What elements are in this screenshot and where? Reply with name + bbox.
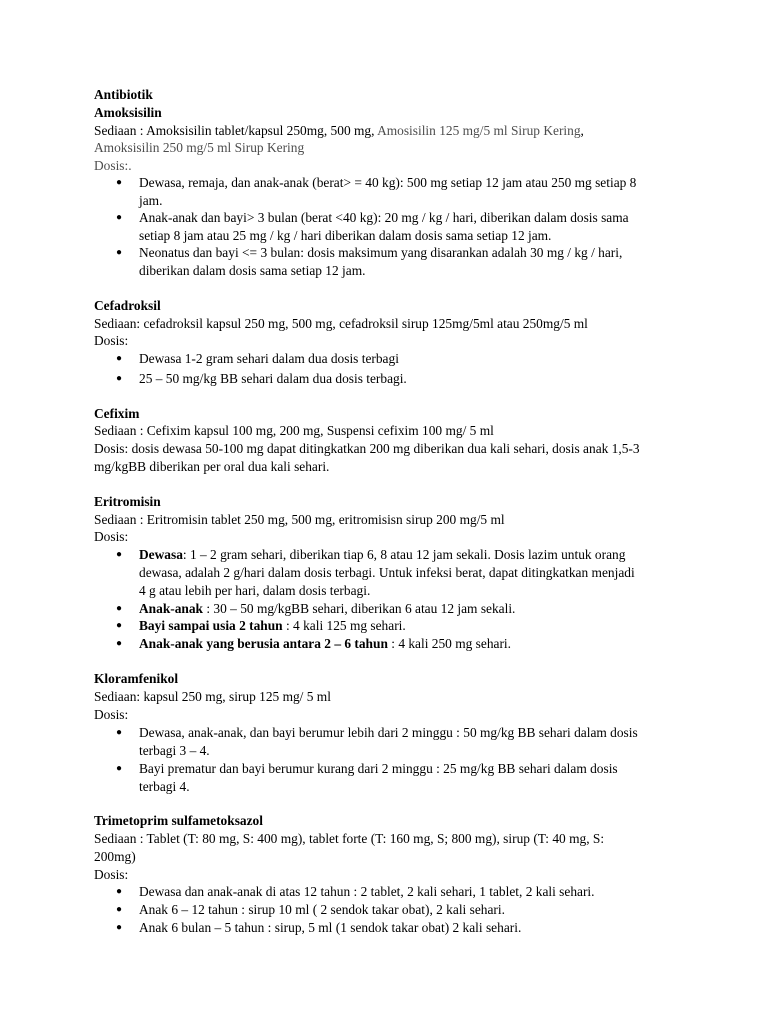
list-item-cont: terbagi 4. — [139, 779, 190, 794]
cefixim-dosis: Dosis: dosis dewasa 50-100 mg dapat ditingkatkan 200 mg diberikan dua kali sehari, dosis anak 1,5-3 — [94, 441, 640, 456]
list-item: Neonatus dan bayi <= 3 bulan: dosis maksimum yang disarankan adalah 30 mg / kg / hari, — [139, 245, 623, 260]
heading-trimetoprim: Trimetoprim sulfametoksazol — [94, 813, 263, 828]
bullet-icon: ● — [116, 922, 123, 933]
heading-amoksisilin: Amoksisilin — [94, 105, 162, 120]
heading-kloramfenikol: Kloramfenikol — [94, 671, 179, 686]
list-item: Dewasa 1-2 gram sehari dalam dua dosis terbagi — [139, 351, 399, 366]
bullet-icon: ● — [116, 212, 123, 223]
list-item: Anak-anak dan bayi> 3 bulan (berat <40 kg): 20 mg / kg / hari, diberikan dalam dosis sama — [139, 210, 629, 225]
list-item: 25 – 50 mg/kg BB sehari dalam dua dosis terbagi. — [139, 371, 407, 386]
bullet-icon: ● — [116, 886, 123, 897]
bullet-icon: ● — [116, 373, 123, 384]
eritromisin-sediaan: Sediaan : Eritromisin tablet 250 mg, 500 mg, eritromisisn sirup 200 mg/5 ml — [94, 512, 505, 527]
amoksisilin-sediaan-cont: Amoksisilin 250 mg/5 ml Sirup Kering — [94, 140, 305, 155]
list-item: Dewasa: 1 – 2 gram sehari, diberikan tiap 6, 8 atau 12 jam sekali. Dosis lazim untuk orang — [139, 547, 626, 562]
cefixim-dosis-cont: mg/kgBB diberikan per oral dua kali sehari. — [94, 459, 330, 474]
bullet-icon: ● — [116, 549, 123, 560]
list-item: Dewasa dan anak-anak di atas 12 tahun : 2 tablet, 2 kali sehari, 1 tablet, 2 kali sehari. — [139, 884, 595, 899]
list-item: Anak 6 bulan – 5 tahun : sirup, 5 ml (1 sendok takar obat) 2 kali sehari. — [139, 920, 522, 935]
bullet-icon: ● — [116, 620, 123, 631]
amoksisilin-dosis-label: Dosis:. — [94, 158, 132, 173]
trimetoprim-sediaan: Sediaan : Tablet (T: 80 mg, S: 400 mg), tablet forte (T: 160 mg, S; 800 mg), sirup (T: 40 mg, S: — [94, 831, 605, 846]
cefixim-sediaan: Sediaan : Cefixim kapsul 100 mg, 200 mg, Suspensi cefixim 100 mg/ 5 ml — [94, 423, 494, 438]
bullet-icon: ● — [116, 763, 123, 774]
eritromisin-dosis-label: Dosis: — [94, 529, 129, 544]
trimetoprim-sediaan-cont: 200mg) — [94, 849, 136, 864]
bullet-icon: ● — [116, 603, 123, 614]
list-item-cont: terbagi 3 – 4. — [139, 743, 210, 758]
heading-eritromisin: Eritromisin — [94, 494, 161, 509]
kloramfenikol-dosis-label: Dosis: — [94, 707, 129, 722]
bullet-icon: ● — [116, 904, 123, 915]
list-item: Anak 6 – 12 tahun : sirup 10 ml ( 2 sendok takar obat), 2 kali sehari. — [139, 902, 505, 917]
heading-cefixim: Cefixim — [94, 406, 140, 421]
kloramfenikol-sediaan: Sediaan: kapsul 250 mg, sirup 125 mg/ 5 ml — [94, 689, 331, 704]
list-item-cont: dewasa, adalah 2 g/hari dalam dosis terbagi. Untuk infeksi berat, dapat ditingkatkan menjadi — [139, 565, 635, 580]
bullet-icon: ● — [116, 177, 123, 188]
bullet-icon: ● — [116, 247, 123, 258]
heading-cefadroksil: Cefadroksil — [94, 298, 161, 313]
list-item: Anak-anak : 30 – 50 mg/kgBB sehari, diberikan 6 atau 12 jam sekali. — [139, 601, 516, 616]
doc-title: Antibiotik — [94, 87, 153, 102]
list-item: Bayi sampai usia 2 tahun : 4 kali 125 mg sehari. — [139, 618, 406, 633]
cefadroksil-dosis-label: Dosis: — [94, 333, 129, 348]
amoksisilin-sediaan: Sediaan : Amoksisilin tablet/kapsul 250mg, 500 mg, Amosisilin 125 mg/5 ml Sirup Kering, — [94, 123, 584, 138]
cefadroksil-sediaan: Sediaan: cefadroksil kapsul 250 mg, 500 mg, cefadroksil sirup 125mg/5ml atau 250mg/5 ml — [94, 316, 588, 331]
list-item-cont: 4 g atau lebih per hari, dalam dosis terbagi. — [139, 583, 371, 598]
list-item-cont: jam. — [139, 193, 163, 208]
list-item: Dewasa, remaja, dan anak-anak (berat> = 40 kg): 500 mg setiap 12 jam atau 250 mg setiap 8 — [139, 175, 637, 190]
bullet-icon: ● — [116, 727, 123, 738]
list-item: Dewasa, anak-anak, dan bayi berumur lebih dari 2 minggu : 50 mg/kg BB sehari dalam dosis — [139, 725, 638, 740]
trimetoprim-dosis-label: Dosis: — [94, 867, 129, 882]
bullet-icon: ● — [116, 353, 123, 364]
bullet-icon: ● — [116, 638, 123, 649]
list-item: Anak-anak yang berusia antara 2 – 6 tahun : 4 kali 250 mg sehari. — [139, 636, 512, 651]
list-item-cont: diberikan dalam dosis sama setiap 12 jam. — [139, 263, 366, 278]
list-item-cont: setiap 8 jam atau 25 mg / kg / hari diberikan dalam dosis sama setiap 12 jam. — [139, 228, 552, 243]
list-item: Bayi prematur dan bayi berumur kurang dari 2 minggu : 25 mg/kg BB sehari dalam dosis — [139, 761, 618, 776]
